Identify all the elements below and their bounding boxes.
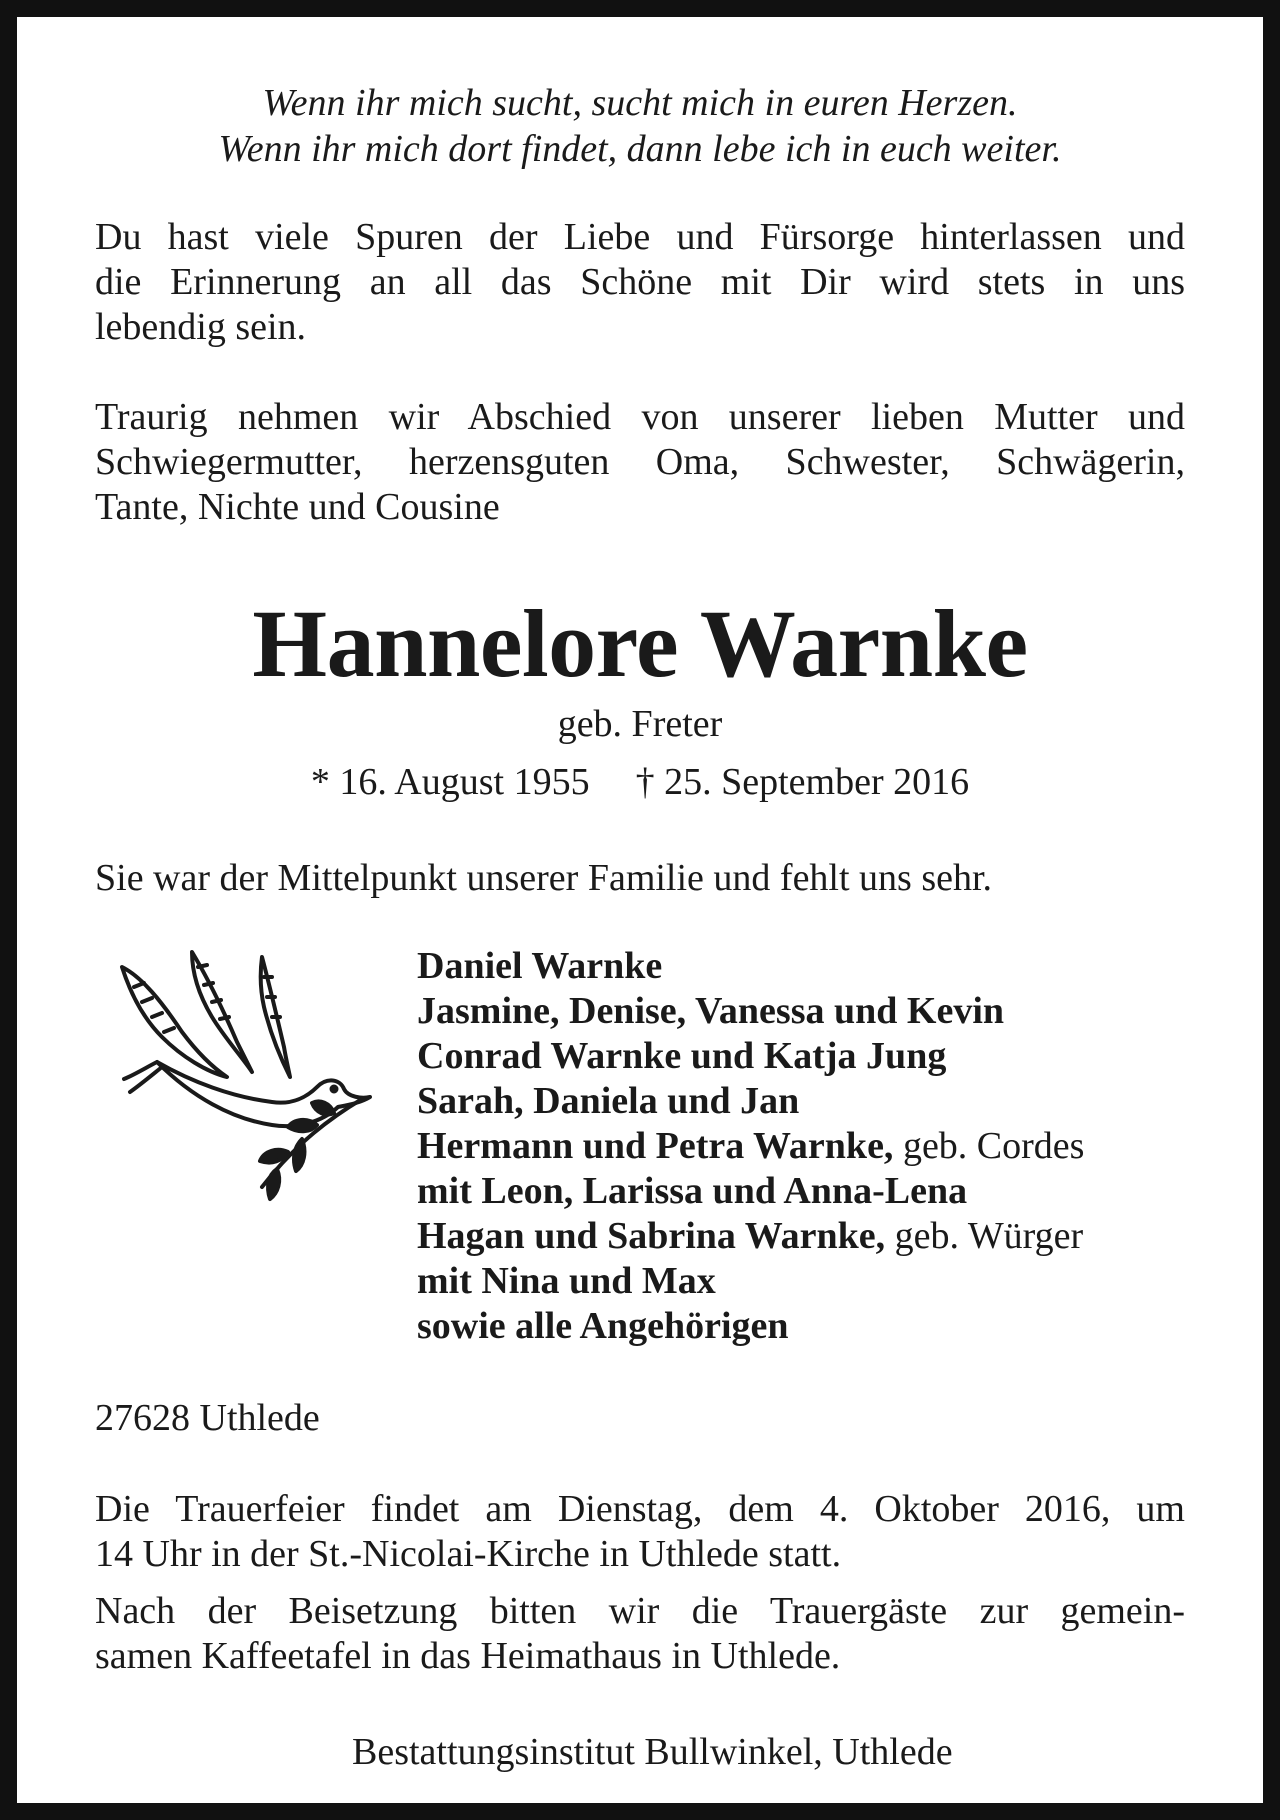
dove-with-olive-branch-icon <box>112 947 382 1207</box>
family-row <box>417 1259 1084 1304</box>
undertaker: Bestattungsinstitut Bullwinkel, Uthlede <box>352 1731 953 1773</box>
family-row <box>417 1124 1084 1169</box>
family-row <box>417 1214 1084 1259</box>
paragraph-farewell <box>95 395 1185 530</box>
paragraph-farewell-line-3: Tante, Nichte und Cousine <box>95 486 500 528</box>
paragraph-legacy-line-3: lebendig sein. <box>95 306 307 348</box>
family-name: Hagan und Sabrina Warnke, <box>417 1215 886 1257</box>
family-name: Daniel Warnke <box>417 945 663 987</box>
family-row <box>417 989 1084 1034</box>
family-name: Sarah, Daniela und Jan <box>417 1080 800 1122</box>
funeral-info <box>95 1487 1185 1577</box>
paragraph-legacy-line-2: die Erinnerung an all das Schöne mit Dir wird stets in uns <box>95 261 1185 303</box>
family-note: geb. Würger <box>885 1215 1084 1257</box>
reception-info-line-1: Nach der Beisetzung bitten wir die Trauergäste zur gemein- <box>95 1590 1185 1632</box>
reception-info-line-2: samen Kaffeetafel in das Heimathaus in Uthlede. <box>95 1635 841 1677</box>
tribute-line: Sie war der Mittelpunkt unserer Familie und fehlt uns sehr. <box>95 857 993 899</box>
death-date: † 25. September 2016 <box>635 761 970 803</box>
family-name: Conrad Warnke und Katja Jung <box>417 1035 947 1077</box>
paragraph-legacy <box>95 215 1185 350</box>
birth-date: * 16. August 1955 <box>310 761 590 803</box>
family-row <box>417 944 1084 989</box>
family-name: mit Leon, Larissa und Anna-Lena <box>417 1170 968 1212</box>
reception-info <box>95 1589 1185 1679</box>
funeral-info-line-1: Die Trauerfeier findet am Dienstag, dem 4. Oktober 2016, um <box>95 1488 1185 1530</box>
maiden-name: geb. Freter <box>557 703 723 745</box>
family-row <box>417 1169 1084 1214</box>
family-row <box>417 1304 1084 1349</box>
deceased-name: Hannelore Warnke <box>252 590 1028 697</box>
family-name: Hermann und Petra Warnke, <box>417 1125 894 1167</box>
funeral-info-line-2: 14 Uhr in der St.-Nicolai-Kirche in Uthlede statt. <box>95 1533 842 1575</box>
paragraph-legacy-line-1: Du hast viele Spuren der Liebe und Fürsorge hinterlassen und <box>95 216 1185 258</box>
family-name: sowie alle Angehörigen <box>417 1305 789 1347</box>
motto-line-2: Wenn ihr mich dort findet, dann lebe ich in euch weiter. <box>218 128 1062 170</box>
paragraph-farewell-line-2: Schwiegermutter, herzensguten Oma, Schwester, Schwägerin, <box>95 441 1185 483</box>
family-name: mit Nina und Max <box>417 1260 716 1302</box>
family-row <box>417 1034 1084 1079</box>
family-name: Jasmine, Denise, Vanessa und Kevin <box>417 990 1005 1032</box>
motto-line-1: Wenn ihr mich sucht, sucht mich in euren Herzen. <box>262 82 1018 124</box>
motto <box>95 80 1185 172</box>
family-list <box>417 944 1084 1349</box>
paragraph-farewell-line-1: Traurig nehmen wir Abschied von unserer lieben Mutter und <box>95 396 1185 438</box>
family-row <box>417 1079 1084 1124</box>
family-note: geb. Cordes <box>893 1125 1085 1167</box>
place: 27628 Uthlede <box>95 1397 320 1439</box>
life-dates <box>95 759 1185 805</box>
